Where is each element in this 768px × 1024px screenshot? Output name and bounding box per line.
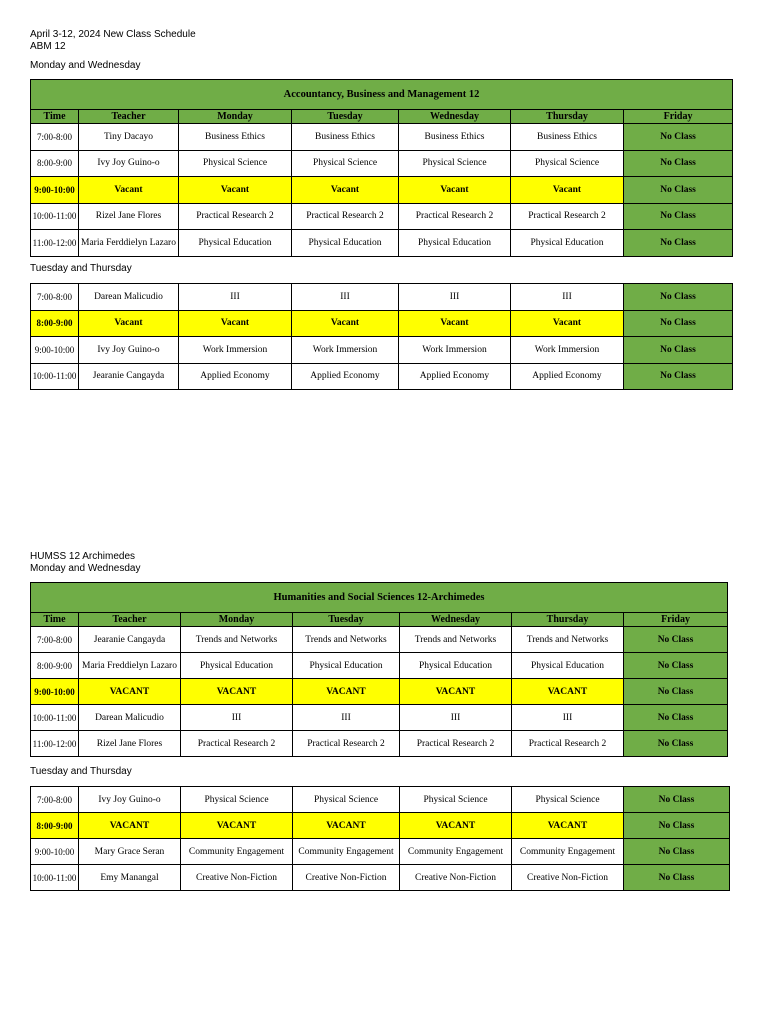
table-cell: Darean Malicudio [79, 284, 179, 311]
table-header-row [31, 110, 733, 124]
table-cell: 9:00-10:00 [31, 679, 79, 705]
table-cell: Practical Research 2 [399, 203, 511, 230]
table-cell: Vacant [79, 310, 179, 337]
table-row [31, 124, 733, 151]
table-cell: Physical Education [181, 653, 293, 679]
table-cell: Tiny Dacayo [79, 124, 179, 151]
abm-tt-table [30, 283, 733, 390]
table-title-row [31, 80, 733, 110]
table-cell: Vacant [292, 310, 399, 337]
table-cell: No Class [624, 705, 728, 731]
table-cell: Ivy Joy Guino-o [79, 787, 181, 813]
table-row [31, 337, 733, 364]
table-cell: Vacant [79, 177, 179, 204]
table-cell: 10:00-11:00 [31, 203, 79, 230]
table-cell: No Class [624, 363, 733, 390]
table-cell: Community Engagement [400, 839, 512, 865]
table-cell: Practical Research 2 [400, 731, 512, 757]
table-cell: 7:00-8:00 [31, 124, 79, 151]
table-cell: No Class [624, 284, 733, 311]
table-cell: Emy Manangal [79, 865, 181, 891]
table-cell: Trends and Networks [400, 627, 512, 653]
table-cell: Trends and Networks [512, 627, 624, 653]
table-cell: Physical Science [399, 150, 511, 177]
table-cell: Maria Freddielyn Lazaro [79, 653, 181, 679]
table-row [31, 839, 730, 865]
table-cell: Business Ethics [511, 124, 624, 151]
table-cell: III [293, 705, 400, 731]
humss-mw-table [30, 582, 728, 757]
table-cell: Mary Grace Seran [79, 839, 181, 865]
table-cell: Darean Malicudio [79, 705, 181, 731]
table-cell: No Class [624, 203, 733, 230]
table-row [31, 627, 728, 653]
table-row [31, 310, 733, 337]
table-cell: Physical Science [179, 150, 292, 177]
table-cell: Vacant [511, 310, 624, 337]
section-label-abm: ABM 12 [30, 41, 66, 52]
column-header: Wednesday [400, 613, 512, 627]
table-cell: Physical Education [292, 230, 399, 257]
table-cell: Physical Education [400, 653, 512, 679]
document-title: April 3-12, 2024 New Class Schedule [30, 29, 196, 40]
table-row [31, 363, 733, 390]
table-cell: Creative Non-Fiction [400, 865, 512, 891]
column-header: Monday [179, 110, 292, 124]
table-row [31, 150, 733, 177]
table-cell: No Class [624, 865, 730, 891]
column-header: Wednesday [399, 110, 511, 124]
table-cell: 10:00-11:00 [31, 363, 79, 390]
table-cell: 7:00-8:00 [31, 627, 79, 653]
table-cell: Physical Education [399, 230, 511, 257]
table-cell: Work Immersion [399, 337, 511, 364]
table-cell: No Class [624, 310, 733, 337]
table-cell: Physical Science [292, 150, 399, 177]
table-cell: Work Immersion [292, 337, 399, 364]
humss-tt-table [30, 786, 730, 891]
table-title: Accountancy, Business and Management 12 [31, 80, 733, 110]
table-cell: Vacant [179, 310, 292, 337]
table-cell: 7:00-8:00 [31, 284, 79, 311]
table-cell: VACANT [293, 813, 400, 839]
table-header-row [31, 613, 728, 627]
table-cell: Physical Education [511, 230, 624, 257]
table-cell: Jearanie Cangayda [79, 627, 181, 653]
column-header: Monday [181, 613, 293, 627]
table-cell: Applied Economy [179, 363, 292, 390]
table-cell: Community Engagement [512, 839, 624, 865]
table-cell: Applied Economy [511, 363, 624, 390]
table-cell: No Class [624, 124, 733, 151]
column-header: Time [31, 110, 79, 124]
column-header: Tuesday [292, 110, 399, 124]
table-row [31, 653, 728, 679]
table-cell: Business Ethics [399, 124, 511, 151]
table-cell: Ivy Joy Guino-o [79, 337, 179, 364]
table-cell: Practical Research 2 [181, 731, 293, 757]
table-cell: Physical Science [511, 150, 624, 177]
table-row [31, 787, 730, 813]
table-cell: Maria Ferddielyn Lazaro [79, 230, 179, 257]
table-cell: Physical Science [512, 787, 624, 813]
table-cell: VACANT [181, 679, 293, 705]
table-cell: Rizel Jane Flores [79, 731, 181, 757]
table-cell: 9:00-10:00 [31, 177, 79, 204]
table-cell: Jearanie Cangayda [79, 363, 179, 390]
table-cell: VACANT [181, 813, 293, 839]
table-cell: Trends and Networks [181, 627, 293, 653]
section-label-humss: HUMSS 12 Archimedes [30, 551, 136, 562]
table-cell: 11:00-12:00 [31, 731, 79, 757]
table-cell: Vacant [399, 310, 511, 337]
table-cell: Work Immersion [511, 337, 624, 364]
table-row [31, 865, 730, 891]
column-header: Friday [624, 110, 733, 124]
table-cell: Applied Economy [292, 363, 399, 390]
table-cell: Ivy Joy Guino-o [79, 150, 179, 177]
table-cell: Practical Research 2 [511, 203, 624, 230]
table-cell: 9:00-10:00 [31, 839, 79, 865]
column-header: Teacher [79, 613, 181, 627]
humss-tt-label: Tuesday and Thursday [30, 766, 132, 777]
table-cell: Practical Research 2 [179, 203, 292, 230]
table-cell: No Class [624, 177, 733, 204]
table-row [31, 230, 733, 257]
table-cell: No Class [624, 787, 730, 813]
table-cell: Practical Research 2 [293, 731, 400, 757]
table-cell: III [511, 284, 624, 311]
table-row [31, 679, 728, 705]
table-cell: Physical Education [179, 230, 292, 257]
table-cell: No Class [624, 337, 733, 364]
table-cell: VACANT [79, 679, 181, 705]
table-cell: Creative Non-Fiction [181, 865, 293, 891]
abm-tt-label: Tuesday and Thursday [30, 263, 132, 274]
table-cell: No Class [624, 627, 728, 653]
table-cell: VACANT [400, 679, 512, 705]
table-cell: 8:00-9:00 [31, 150, 79, 177]
table-cell: 10:00-11:00 [31, 865, 79, 891]
table-row [31, 203, 733, 230]
table-cell: No Class [624, 813, 730, 839]
table-row [31, 177, 733, 204]
table-cell: III [181, 705, 293, 731]
abm-mw-label: Monday and Wednesday [30, 60, 141, 71]
table-cell: Physical Education [512, 653, 624, 679]
column-header: Teacher [79, 110, 179, 124]
table-cell: VACANT [400, 813, 512, 839]
table-cell: Physical Science [293, 787, 400, 813]
table-cell: 10:00-11:00 [31, 705, 79, 731]
table-row [31, 813, 730, 839]
table-row [31, 284, 733, 311]
table-cell: Practical Research 2 [292, 203, 399, 230]
table-cell: Practical Research 2 [512, 731, 624, 757]
table-cell: Community Engagement [181, 839, 293, 865]
table-cell: VACANT [512, 813, 624, 839]
abm-mw-table [30, 79, 733, 257]
table-cell: No Class [624, 679, 728, 705]
table-cell: Vacant [292, 177, 399, 204]
table-cell: 7:00-8:00 [31, 787, 79, 813]
table-cell: No Class [624, 150, 733, 177]
table-cell: Creative Non-Fiction [293, 865, 400, 891]
humss-mw-label: Monday and Wednesday [30, 563, 141, 574]
table-row [31, 705, 728, 731]
column-header: Thursday [512, 613, 624, 627]
table-title: Humanities and Social Sciences 12-Archimedes [31, 583, 728, 613]
table-cell: Vacant [179, 177, 292, 204]
table-cell: 11:00-12:00 [31, 230, 79, 257]
table-cell: Work Immersion [179, 337, 292, 364]
table-cell: VACANT [79, 813, 181, 839]
column-header: Friday [624, 613, 728, 627]
column-header: Time [31, 613, 79, 627]
table-cell: 8:00-9:00 [31, 813, 79, 839]
table-cell: No Class [624, 731, 728, 757]
table-cell: III [179, 284, 292, 311]
table-cell: Creative Non-Fiction [512, 865, 624, 891]
column-header: Thursday [511, 110, 624, 124]
table-cell: No Class [624, 839, 730, 865]
table-cell: 9:00-10:00 [31, 337, 79, 364]
table-cell: Physical Education [293, 653, 400, 679]
table-cell: Rizel Jane Flores [79, 203, 179, 230]
table-cell: Vacant [399, 177, 511, 204]
table-title-row [31, 583, 728, 613]
table-cell: No Class [624, 653, 728, 679]
table-cell: Business Ethics [179, 124, 292, 151]
table-cell: VACANT [293, 679, 400, 705]
table-cell: 8:00-9:00 [31, 310, 79, 337]
table-cell: Community Engagement [293, 839, 400, 865]
table-cell: No Class [624, 230, 733, 257]
table-cell: VACANT [512, 679, 624, 705]
table-cell: 8:00-9:00 [31, 653, 79, 679]
table-cell: Physical Science [181, 787, 293, 813]
table-cell: III [399, 284, 511, 311]
table-cell: Physical Science [400, 787, 512, 813]
table-cell: III [512, 705, 624, 731]
table-cell: Vacant [511, 177, 624, 204]
column-header: Tuesday [293, 613, 400, 627]
table-row [31, 731, 728, 757]
table-cell: III [292, 284, 399, 311]
table-cell: Business Ethics [292, 124, 399, 151]
table-cell: Applied Economy [399, 363, 511, 390]
table-cell: III [400, 705, 512, 731]
table-cell: Trends and Networks [293, 627, 400, 653]
